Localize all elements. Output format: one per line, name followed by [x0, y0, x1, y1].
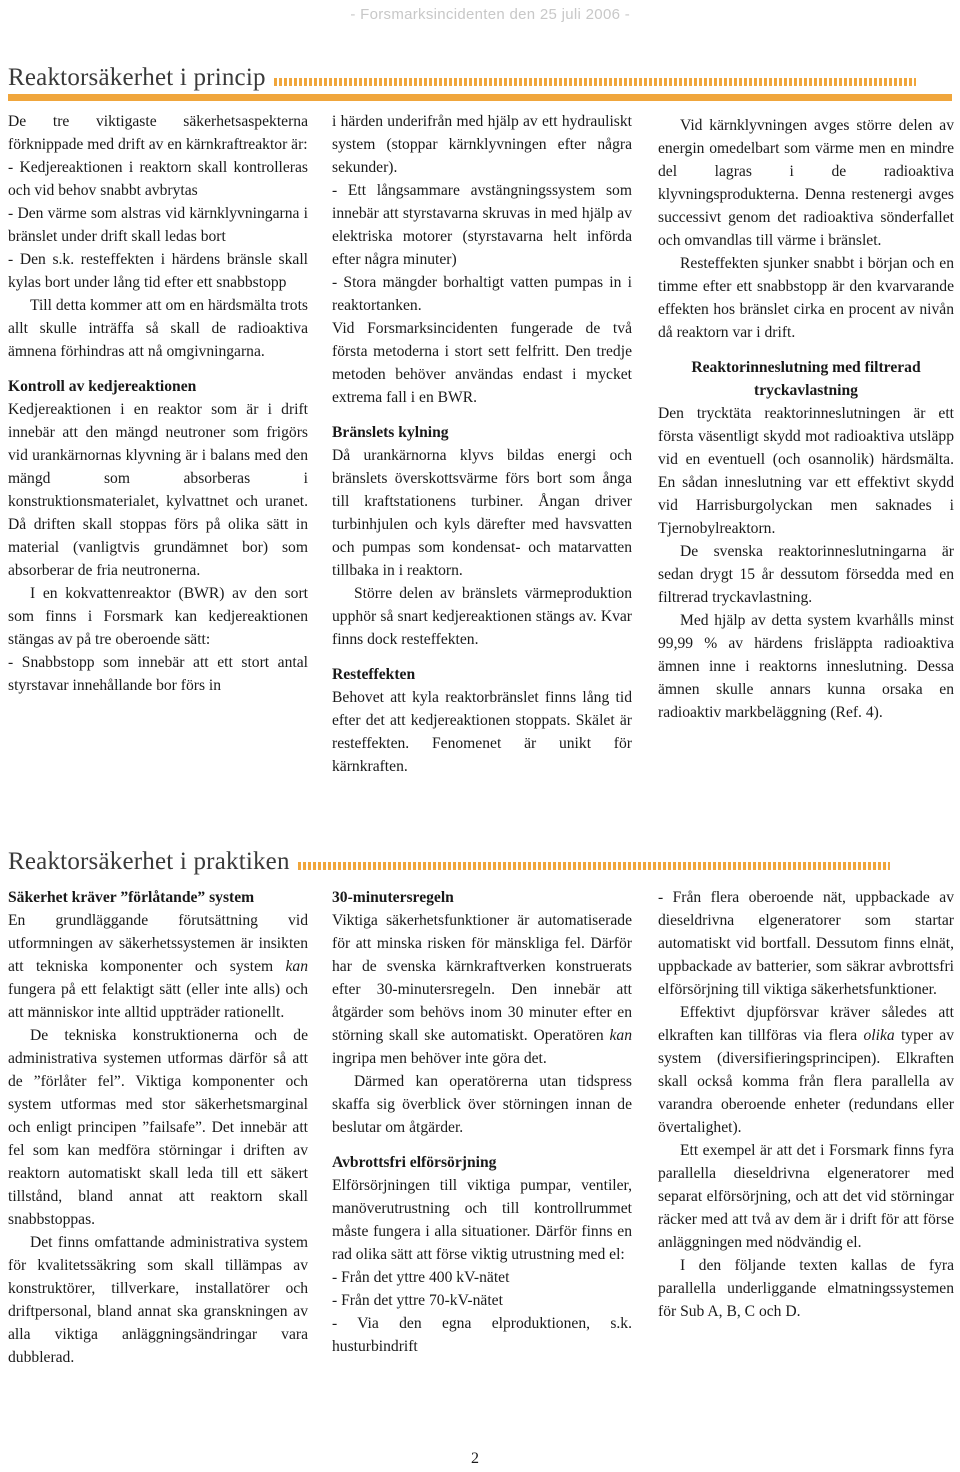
section-title-text: Reaktorsäkerhet i praktiken	[8, 848, 290, 875]
subheading: Säkerhet kräver ”förlåtande” system	[8, 889, 255, 906]
paragraph: - Från flera oberoende nät, uppbackade av dieseldrivna elgeneratorer som startar automatiskt vid bortfall. Dessutom finns elnät, uppbackade av batterier, som säkrar avbrottsfri elförsörjning till viktiga säkerhetsfunktioner.	[658, 889, 954, 998]
subheading: Resteffekten	[332, 666, 416, 683]
paragraph: Vid Forsmarksincidenten fungerade de två första metoderna i stort sett felfritt. Den tredje metoden behöver användas endast i mycket extrema fall i en BWR.	[332, 320, 632, 406]
practice-column-2	[332, 886, 632, 1358]
paragraph: Till detta kommer att om en härdsmälta trots allt skulle inträffa så skall de radioaktiva ämnena förhindras att nå omgivningarna.	[8, 297, 308, 360]
paragraph: - Från det yttre 400 kV-nätet	[332, 1269, 510, 1286]
section-title-text: Reaktorsäkerhet i princip	[8, 64, 266, 91]
paragraph: I den följande texten kallas de fyra parallella underliggande elmatningssystemen för Sub A, B, C och D.	[658, 1257, 954, 1320]
paragraph: Vid kärnklyvningen avges större delen av energin omedelbart som värme men en mindre del lagras i de radioaktiva klyvningsprodukterna. Denna restenergi avges successivt genom det radioaktiva sönderfallet och omvandlas till värme i bränslet.	[658, 117, 954, 249]
principle-column-1	[8, 110, 308, 697]
principle-column-2	[332, 110, 632, 778]
paragraph: Resteffekten sjunker snabbt i början och en timme efter ett snabbstopp är den kvarvarande effekten hos bränslet cirka en procent av nivån då reaktorn var i drift.	[658, 255, 954, 341]
paragraph: Därmed kan operatörerna utan tidspress skaffa sig överblick över störningen innan de beslutar om åtgärder.	[332, 1073, 632, 1136]
section-title-principle	[8, 64, 916, 92]
practice-column-3	[658, 886, 954, 1323]
paragraph: Behovet att kyla reaktorbränslet finns lång tid efter det att kedjereaktionen stoppats. Skälet är resteffekten. Fenomenet är unikt för kärnkraften.	[332, 689, 632, 775]
practice-column-1	[8, 886, 308, 1369]
subheading: 30-minutersregeln	[332, 889, 454, 906]
paragraph: - Från det yttre 70-kV-nätet	[332, 1292, 503, 1309]
section-rule	[8, 94, 952, 101]
paragraph: I en kokvattenreaktor (BWR) av den sort som finns i Forsmark kan kedjereaktionen stängas av på tre oberoende sätt:	[8, 585, 308, 648]
paragraph: - Snabbstopp som innebär att ett stort antal styrstavar innehållande bor förs in	[8, 654, 308, 694]
paragraph: De tre viktigaste säkerhetsaspekterna förknippade med drift av en kärnkraftreaktor är:	[8, 113, 308, 153]
page-number: 2	[471, 1450, 479, 1467]
paragraph: - Via den egna elproduktionen, s.k. husturbindrift	[332, 1315, 632, 1355]
paragraph: Effektivt djupförsvar kräver således att elkraften kan tillföras via flera olika typer av system (diversifieringsprincipen). Elkraften skall också komma från flera parallella av varandra oberoende enheter (redundans eller övertalighet).	[658, 1004, 955, 1136]
subheading: Kontroll av kedjereaktionen	[8, 378, 197, 395]
paragraph: Då urankärnorna klyvs bildas energi och bränslets överskottsvärme förs bort som ånga till kraftstationens turbiner. Ångan driver turbinhjulen och kyls därefter med havsvatten och pumpas som kondensat- och matarvatten tillbaka in i reaktorn.	[332, 447, 632, 579]
paragraph: - Den s.k. resteffekten i härdens bränsle skall kylas bort under lång tid efter ett snabbstopp	[8, 251, 308, 291]
subheading: Avbrottsfri elförsörjning	[332, 1154, 497, 1171]
paragraph: En grundläggande förutsättning vid utformningen av säkerhetssystemen är insikten att tekniska komponenter och system kan fungera på ett felaktigt sätt (eller inte alls) och att människor inte alltid uppträder rationellt.	[8, 912, 308, 1021]
paragraph: Viktiga säkerhetsfunktioner är automatiserade för att minska risken för mänskliga fel. Därför har de svenska kärnkraftverken konstruerats efter 30-minutersregeln. Den innebär att åtgärder som behövs inom 30 minuter efter en störning skall ske automatiskt. Operatören kan ingripa men behöver inte göra det.	[332, 912, 632, 1067]
paragraph: Med hjälp av detta system kvarhålls minst 99,99 % av härdens frisläppta radioaktiva ämnen inne i reaktorns inneslutning. Dessa ämnen skulle annars kunna orsaka en radioaktiv markbeläggning (Ref. 4).	[658, 612, 954, 721]
paragraph: De tekniska konstruktionerna och de administrativa systemen utformas därför så att de ”förlåter fel”. Viktiga komponenter och system utformas med stor säkerhetsmarginal och enligt principen ”failsafe”. Det innebär att fel som kan medföra störningar i driften av reaktorn automatiskt skall leda till ett säkert tillstånd, bland annat att reaktorn skall snabbstoppas.	[8, 1027, 308, 1228]
paragraph: i härden underifrån med hjälp av ett hydrauliskt system (stoppar kärnklyvningen efter några sekunder).	[332, 113, 632, 176]
paragraph: Den trycktäta reaktorinneslutningen är ett första väsentligt skydd mot radioaktiva utsläpp vid en eventuell (och osannolik) härdsmälta. En sådan inneslutning var ett effektivt skydd vid Harrisburgolyckan men saknades i Tjernobylreaktorn.	[658, 405, 954, 537]
paragraph: Kedjereaktionen i en reaktor som är i drift innebär att den mängd neutroner som frigörs vid urankärnornas klyvning är i balans med den mängd som absorberas i konstruktionsmaterialet, kylvattnet och uranet. Då driften skall stoppas förs på olika sätt in material (vanligtvis grundämnet bor) som absorberar de fria neutronerna.	[8, 401, 308, 579]
title-dotted-rule	[274, 78, 916, 86]
section-title-practice	[8, 848, 890, 876]
subheading: Bränslets kylning	[332, 424, 449, 441]
principle-column-3	[658, 114, 954, 724]
subheading: Reaktorinneslutning med filtrerad tryckavlastning	[691, 359, 921, 399]
paragraph: - Den värme som alstras vid kärnklyvningarna i bränslet under drift skall ledas bort	[8, 205, 308, 245]
paragraph: Ett exempel är att det i Forsmark finns fyra parallella dieseldrivna elgeneratorer med separat elförsörjning, och att det vid störningar räcker med att två av dem är i drift för att förse anläggningen med nödvändig el.	[658, 1142, 954, 1251]
paragraph: Större delen av bränslets värmeproduktion upphör så snart kedjereaktionen stängs av. Kvar finns dock resteffekten.	[332, 585, 632, 648]
paragraph: - Ett långsammare avstängningssystem som innebär att styrstavarna skruvas in med hjälp av elektriska motorer (styrstavarna helt införda efter några minuter)	[332, 182, 632, 268]
paragraph: Det finns omfattande administrativa system för kvalitetssäkring som skall tillämpas av konstruktörer, tillverkare, installatörer och driftpersonal, bland annat ska granskningen av alla viktiga anläggningsändringar vara dubblerad.	[8, 1234, 308, 1366]
running-header: - Forsmarksincidenten den 25 juli 2006 -	[350, 6, 630, 23]
title-dotted-rule	[298, 862, 890, 870]
paragraph: De svenska reaktorinneslutningarna är sedan drygt 15 år dessutom försedda med en filtrerad tryckavlastning.	[658, 543, 954, 606]
paragraph: - Kedjereaktionen i reaktorn skall kontrolleras och vid behov snabbt avbrytas	[8, 159, 308, 199]
paragraph: - Stora mängder borhaltigt vatten pumpas in i reaktortanken.	[332, 274, 632, 314]
paragraph: Elförsörjningen till viktiga pumpar, ventiler, manöverutrustning och till kontrollrummet måste fungera i alla situationer. Därför finns en rad olika sätt att förse viktig utrustning med el:	[332, 1177, 632, 1263]
